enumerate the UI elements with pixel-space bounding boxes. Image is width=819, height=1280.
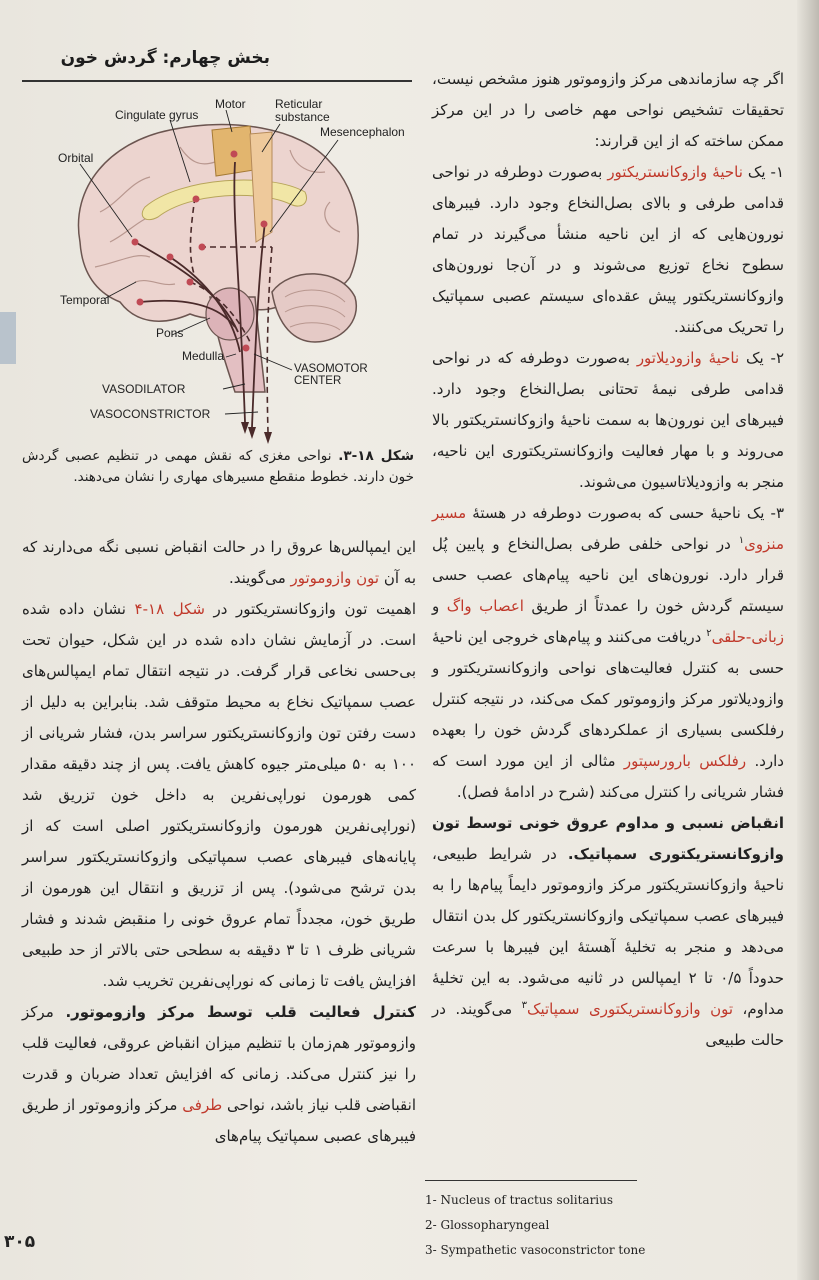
- label-cingulate: Cingulate gyrus: [115, 108, 199, 122]
- term-lateral: طرفی: [182, 1096, 223, 1114]
- term-glossopharyngeal: زبانی-حلقی: [711, 628, 784, 646]
- experiment-paragraph: اهمیت تون وازوکانستریکتور در شکل ۱۸-۴ نشان داده شده است. در آزمایش نشان داده شده در این شکل، حیوان تحت بی‌حسی نخاعی قرار گرفت. در نتیجه انتقال تمام ایمپالس‌های عصب سمپاتیک نخاع به محیط متوقف شد. بنابراین به دلیل از دست رفتن تون وازوکانستریکتور سراسر بدن، فشار شریانی از ۱۰۰ به ۵۰ میلی‌متر جیوه کاهش یافت. پس از چند دقیقه مقدار کمی هورمون نوراپی‌نفرین به داخل خون تزریق شد (نوراپی‌نفرین هورمون وازوکانستریکتور اصلی است که از پایانه‌های فیبرهای عصب سمپاتیکی وازوکانستریکتور سراسر بدن ترشح می‌شود). پس از تزریق و انتقال این هورمون از طریق خون، مجدداً تمام عروق خونی را منقبض شدند و فشار شریانی ظرف ۱ تا ۳ دقیقه به سطحی حتی بالاتر از حد طبیعی افزایش یافت تا زمانی که نوراپی‌نفرین تخریب شد.: [22, 600, 416, 990]
- figure-caption: [22, 446, 414, 488]
- footnote-1: 1- Nucleus of tractus solitarius: [425, 1193, 614, 1207]
- term-sympathetic-tone: تون وازوکانستریکتوری سمپاتیک: [527, 1000, 734, 1018]
- heart-control-paragraph: کنترل فعالیت قلب توسط مرکز وازوموتور. مرکز وازوموتور هم‌زمان با تنظیم میزان انقباض عروقی، فعالیت قلب را نیز کنترل می‌کند. زمانی که افزایش تعداد ضربان و قدرت انقباضی قلب نیاز باشد، نواحی طرفی مرکز وازوموتور از طریق فیبرهای عصبی سمپاتیک پیام‌های: [22, 1003, 416, 1145]
- footnotes: [425, 1188, 785, 1263]
- label-vasoconstrictor: VASOCONSTRICTOR: [90, 407, 211, 421]
- term-vasodilator-area: ناحیهٔ وازودیلاتور: [636, 349, 740, 367]
- margin-tab: [0, 312, 16, 364]
- arrowheads: [241, 422, 272, 444]
- label-reticular: Reticular substance: [275, 97, 330, 124]
- label-orbital: Orbital: [58, 151, 94, 165]
- left-column: [22, 532, 416, 1152]
- section-tone-paragraph: انقباض نسبی و مداوم عروق خونی توسط تون وازوکانستریکتوری سمپاتیک. در شرایط طبیعی، ناحیهٔ وازوکانستریکتور مرکز وازوموتور دایماً پیام‌ها را به فیبرهای عصب سمپاتیکی وازوکانستریکتور کل بدن انتقال می‌دهد و منجر به تخلیهٔ آهستهٔ این فیبرها با سرعت حدوداً ۰/۵ تا ۲ ایمپالس در ثانیه می‌شود. به این تخلیهٔ مداوم، تون وازوکانستریکتوری سمپاتیک$^۳$ می‌گویند. در حالت طبیعی: [432, 814, 785, 1049]
- page-number: ۳۰۵: [4, 1232, 36, 1252]
- footnote-3: 3- Sympathetic vasoconstrictor tone: [425, 1243, 646, 1257]
- label-vasodilator: VASODILATOR: [102, 382, 186, 396]
- item-3: ۳- یک ناحیهٔ حسی که به‌صورت دوطرفه در هستهٔ مسیر منزوی$^۱$ در نواحی خلفی طرفی بصل‌النخاع و پایین پُل قرار دارد. نورون‌های این ناحیه پیام‌های عصب حسی سیستم گردش خون را عمدتاً از طریق اعصاب واگ و زبانی-حلقی$^۲$ دریافت می‌کنند و پیام‌های خروجی این ناحیهٔ حسی به کنترل فعالیت‌های نواحی وازوکانستریکتور و وازودیلاتور مرکز وازوموتور کمک می‌کند، در نتیجه کنترل رفلکسی بسیاری از عملکردهای گردش خون را بعهده دارد. رفلکس بارورسپتور مثالی از این مورد است که فشار شریانی را کنترل می‌کند (شرح در ادامهٔ فصل).: [432, 504, 784, 801]
- term-vagus: اعصاب واگ: [446, 597, 524, 615]
- brain-figure: [40, 92, 412, 452]
- section-heading: انقباض نسبی و مداوم عروق خونی توسط تون وازوکانستریکتوری سمپاتیک.: [432, 814, 784, 863]
- label-motor: Motor: [215, 97, 246, 111]
- item-1: ۱- یک ناحیهٔ وازوکانستریکتور به‌صورت دوطرفه در نواحی قدامی طرفی و بالای بصل‌النخاع وجود دارد. فیبرهای نورون‌هایی که از این ناحیه منشأ می‌گیرند در تمام سطوح نخاع توزیع می‌شوند و در آن‌جا نورون‌های وازوکانستریکتور پیش عقده‌ای سیستم عصبی سمپاتیک را تحریک می‌کنند.: [432, 163, 784, 336]
- intro-paragraph: اگر چه سازماندهی مرکز وازوموتور هنوز مشخص نیست، تحقیقات تشخیص نواحی مهم خاصی را در این مرکز ممکن ساخته که از این قرارند:: [432, 70, 784, 150]
- term-tractus-solitarius: مسیر منزوی: [432, 504, 784, 553]
- footnote-rule: [425, 1180, 637, 1181]
- label-temporal: Temporal: [60, 293, 110, 307]
- item-2: ۲- یک ناحیهٔ وازودیلاتور به‌صورت دوطرفه که در نواحی قدامی طرفی نیمهٔ تحتانی بصل‌النخاع وجود دارد. فیبرهای این نورون‌ها به سمت ناحیهٔ وازوکانستریکتور بالا می‌روند و با مهار فعالیت وازوکانستریکتوری این ناحیه، منجر به وازودیلاتاسیون می‌شوند.: [432, 349, 784, 491]
- brain-diagram: [40, 92, 412, 452]
- cerebellum: [272, 274, 356, 342]
- heart-control-heading: کنترل فعالیت قلب توسط مرکز وازوموتور.: [65, 1003, 416, 1021]
- label-mesencephalon: Mesencephalon: [320, 125, 405, 139]
- chapter-header: بخش چهارم: گردش خون: [60, 48, 270, 68]
- figure-reference-link[interactable]: شکل ۱۸-۴: [134, 600, 205, 618]
- term-vasoconstrictor-area: ناحیهٔ وازوکانستریکتور: [607, 163, 743, 181]
- term-vasomotor-tone: تون وازوموتور: [290, 569, 380, 587]
- header-rule: [22, 80, 412, 82]
- label-medulla: Medulla: [182, 349, 225, 363]
- caption-text: نواحی مغزی که نقش مهمی در تنظیم عصبی گردش خون دارند. خطوط منقطع مسیرهای مهاری را نشان می‌دهند.: [22, 448, 414, 485]
- vasomotor-tone-paragraph: این ایمپالس‌ها عروق را در حالت انقباض نسبی نگه می‌دارند که به آن تون وازوموتور می‌گویند.: [22, 538, 416, 587]
- footnote-2: 2- Glossopharyngeal: [425, 1218, 550, 1232]
- page-edge-shadow: [797, 0, 819, 1280]
- label-pons: Pons: [156, 326, 184, 340]
- label-vasomotor-center: VASOMOTOR CENTER: [294, 363, 368, 387]
- caption-label: شکل ۱۸-۳.: [338, 448, 414, 464]
- right-column: [432, 64, 784, 1056]
- term-baroreceptor-reflex: رفلکس بارورسپتور: [623, 752, 747, 770]
